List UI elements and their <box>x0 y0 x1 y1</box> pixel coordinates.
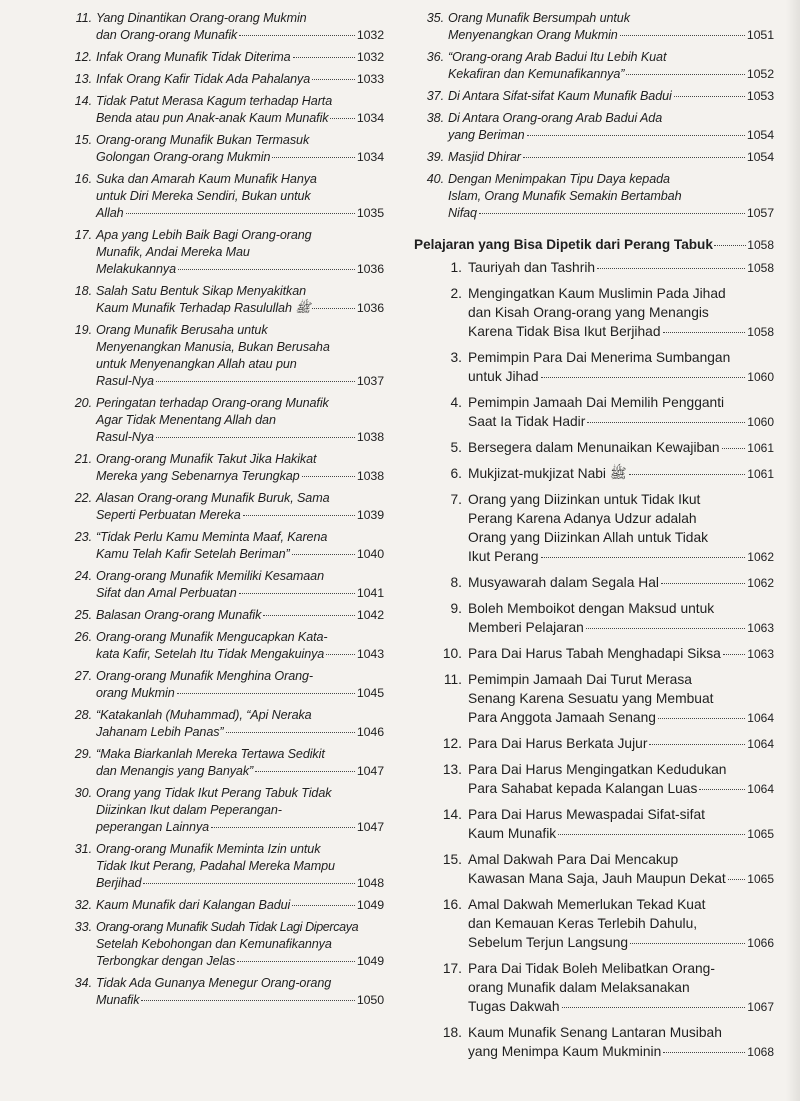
entry-page: 1058 <box>747 261 774 275</box>
entry-page: 1064 <box>747 737 774 751</box>
lesson-entry <box>414 1023 774 1062</box>
entry-title-line: dan Kisah Orang-orang yang Menangis <box>468 305 709 320</box>
leader-dots <box>699 789 745 790</box>
leader-dots <box>302 476 355 477</box>
toc-entry <box>414 149 774 166</box>
leader-dots <box>156 381 355 382</box>
entry-page: 1061 <box>747 441 774 455</box>
leader-dots <box>211 827 355 828</box>
entry-number: 11. <box>75 11 92 25</box>
entry-page: 1034 <box>356 111 384 125</box>
entry-page: 1063 <box>747 647 774 661</box>
entry-page: 1037 <box>356 374 384 388</box>
lesson-entry <box>414 284 774 342</box>
entry-title-line: Kaum Munafik dari Kalangan Badui <box>96 898 291 912</box>
toc-entry <box>62 975 384 1009</box>
entry-title-line: “Orang-orang Arab Badui Itu Lebih Kuat <box>448 50 667 64</box>
toc-entry <box>62 171 384 222</box>
entry-title-line: dan Orang-orang Munafik <box>96 28 238 42</box>
entry-page: 1032 <box>356 50 384 64</box>
entry-title-line: Kekafiran dan Kemunafikannya” <box>448 67 625 81</box>
leader-dots <box>293 57 355 58</box>
leader-dots <box>226 732 355 733</box>
entry-page: 1039 <box>356 508 384 522</box>
entry-number: 30. <box>74 786 92 800</box>
entry-number: 16. <box>442 897 462 912</box>
entry-number: 22. <box>74 491 92 505</box>
entry-title-line: Di Antara Sifat-sifat Kaum Munafik Badui <box>448 89 672 103</box>
leader-dots <box>263 615 355 616</box>
leader-dots <box>239 35 355 36</box>
leader-dots <box>714 245 746 246</box>
entry-number: 36. <box>426 50 444 64</box>
leader-dots <box>629 474 746 475</box>
toc-left-column <box>62 0 384 1009</box>
entry-title-line: kata Kafir, Setelah Itu Tidak Mengakuinya <box>96 647 325 661</box>
toc-entry <box>62 785 384 836</box>
entry-title-line: Balasan Orang-orang Munafik <box>96 608 262 622</box>
toc-entry <box>414 171 774 222</box>
entry-page: 1038 <box>356 469 384 483</box>
toc-entry <box>62 93 384 127</box>
entry-page: 1038 <box>356 430 384 444</box>
entry-page: 1049 <box>356 898 384 912</box>
entry-title-line: Perang Karena Adanya Udzur adalah <box>468 511 697 526</box>
entry-title-line: Kaum Munafik Senang Lantaran Musibah <box>468 1025 722 1040</box>
entry-title-line: yang Beriman <box>448 128 525 142</box>
leader-dots <box>479 213 745 214</box>
leader-dots <box>177 693 355 694</box>
entry-page: 1058 <box>747 325 774 339</box>
entry-title-line: Setelah Kebohongan dan Kemunafikannya <box>96 937 332 951</box>
entry-page: 1060 <box>747 415 774 429</box>
entry-title-line: Menyenangkan Orang Mukmin <box>448 28 618 42</box>
entry-title-line: Pemimpin Jamaah Dai Memilih Pengganti <box>468 395 725 410</box>
entry-title-line: Sifat dan Amal Perbuatan <box>96 586 237 600</box>
entry-title-line: Dengan Menimpakan Tipu Daya kepada <box>448 172 670 186</box>
leader-dots <box>586 628 746 629</box>
entry-title-line: Tidak Ikut Perang, Padahal Mereka Mampu <box>96 859 335 873</box>
leader-dots <box>587 422 745 423</box>
toc-entry <box>62 607 384 624</box>
entry-number: 6. <box>450 466 462 481</box>
entry-number: 10. <box>442 646 462 661</box>
entry-title-line: Kawasan Mana Saja, Jauh Maupun Dekat <box>468 871 726 886</box>
entry-title-line: Orang-orang Munafik Menghina Orang- <box>96 669 314 683</box>
entry-title-line: Orang-orang Munafik Mengucapkan Kata- <box>96 630 328 644</box>
entry-title-line: Bersegera dalam Menunaikan Kewajiban <box>468 440 720 455</box>
entry-title-line: peperangan Lainnya <box>96 820 210 834</box>
toc-entry <box>414 110 774 144</box>
leader-dots <box>630 943 745 944</box>
entry-number: 13. <box>74 72 92 86</box>
entry-title-line: Para Dai Harus Berkata Jujur <box>468 736 648 751</box>
leader-dots <box>272 157 354 158</box>
leader-dots <box>541 557 746 558</box>
leader-dots <box>312 308 354 309</box>
entry-number: 19. <box>74 323 92 337</box>
entry-number: 12. <box>442 736 462 751</box>
entry-page: 1033 <box>356 72 384 86</box>
entry-title-line: dan Kemauan Keras Terlebih Dahulu, <box>468 916 698 931</box>
entry-page: 1054 <box>746 128 774 142</box>
entry-page: 1067 <box>747 1000 774 1014</box>
leader-dots <box>661 583 745 584</box>
entry-number: 9. <box>450 601 462 616</box>
entry-title-line: Di Antara Orang-orang Arab Badui Ada <box>448 111 663 125</box>
entry-page: 1057 <box>746 206 774 220</box>
lesson-entry <box>414 573 774 593</box>
entry-title-line: untuk Menyenangkan Allah atau pun <box>96 357 297 371</box>
entry-page: 1060 <box>747 370 774 384</box>
lesson-entry <box>414 464 774 484</box>
leader-dots <box>237 961 354 962</box>
section-page: 1058 <box>747 238 774 252</box>
entry-title-line: Orang yang Diizinkan Allah untuk Tidak <box>468 530 709 545</box>
entry-title-line: Karena Tidak Bisa Ikut Berjihad <box>468 324 661 339</box>
entry-number: 11. <box>443 672 462 687</box>
entry-page: 1065 <box>747 827 774 841</box>
entry-title-line: Orang yang Tidak Ikut Perang Tabuk Tidak <box>96 786 332 800</box>
entry-title-line: “Maka Biarkanlah Mereka Tertawa Sedikit <box>96 747 325 761</box>
entry-title-line: Melakukannya <box>96 262 177 276</box>
entry-page: 1048 <box>356 876 384 890</box>
toc-entry <box>414 88 774 105</box>
entry-title-line: Para Anggota Jamaah Senang <box>468 710 656 725</box>
lesson-entry <box>414 644 774 664</box>
leader-dots <box>663 1052 745 1053</box>
entry-title-line: Munafik <box>96 993 140 1007</box>
leader-dots <box>141 1000 354 1001</box>
entry-title-line: Mengingatkan Kaum Muslimin Pada Jihad <box>468 286 726 301</box>
lesson-entry <box>414 438 774 458</box>
entry-title-line: Mukjizat-mukjizat Nabi ﷺ <box>468 466 627 481</box>
entry-title-line: Orang-orang Munafik Bukan Termasuk <box>96 133 310 147</box>
toc-entry <box>62 71 384 88</box>
entry-title-line: Tauriyah dan Tashrih <box>468 260 596 275</box>
entry-number: 23. <box>74 530 92 544</box>
entry-number: 2. <box>450 286 462 301</box>
entry-title-line: untuk Jihad <box>468 369 539 384</box>
entry-page: 1043 <box>356 647 384 661</box>
entry-number: 37. <box>426 89 444 103</box>
entry-page: 1066 <box>747 936 774 950</box>
toc-entry <box>62 322 384 390</box>
entry-page: 1068 <box>747 1045 774 1059</box>
entry-title-line: Infak Orang Munafik Tidak Diterima <box>96 50 291 64</box>
lesson-entry <box>414 734 774 754</box>
entry-page: 1034 <box>356 150 384 164</box>
toc-entry <box>62 451 384 485</box>
entry-number: 38. <box>426 111 444 125</box>
entry-page: 1054 <box>746 150 774 164</box>
toc-entry <box>414 10 774 44</box>
entry-title-line: Tugas Dakwah <box>468 999 560 1014</box>
entry-title-line: Para Dai Harus Mengingatkan Kedudukan <box>468 762 727 777</box>
entry-page: 1049 <box>356 954 384 968</box>
entry-title-line: orang Mukmin <box>96 686 175 700</box>
entry-page: 1036 <box>356 262 384 276</box>
leader-dots <box>239 593 355 594</box>
leader-dots <box>723 654 745 655</box>
entry-number: 18. <box>442 1025 462 1040</box>
entry-page: 1064 <box>747 711 774 725</box>
entry-page: 1032 <box>356 28 384 42</box>
leader-dots <box>558 834 745 835</box>
leader-dots <box>722 448 746 449</box>
toc-entry <box>62 395 384 446</box>
entry-title-line: Amal Dakwah Para Dai Mencakup <box>468 852 679 867</box>
entry-title-line: Berjihad <box>96 876 142 890</box>
entry-page: 1063 <box>747 621 774 635</box>
entry-title-line: Musyawarah dalam Segala Hal <box>468 575 659 590</box>
lesson-entry <box>414 959 774 1017</box>
entry-page: 1051 <box>746 28 774 42</box>
entry-title-line: “Katakanlah (Muhammad), “Api Neraka <box>96 708 312 722</box>
lesson-entry <box>414 348 774 387</box>
leader-dots <box>178 269 355 270</box>
lesson-entry <box>414 599 774 638</box>
entry-number: 33. <box>74 920 92 934</box>
entry-title-line: Orang Munafik Bersumpah untuk <box>448 11 630 25</box>
entry-title-line: Agar Tidak Menentang Allah dan <box>96 413 276 427</box>
entry-title-line: Peringatan terhadap Orang-orang Munafik <box>96 396 329 410</box>
entry-number: 31. <box>74 842 92 856</box>
entry-title-line: Masjid Dhirar <box>448 150 521 164</box>
entry-title-line: Salah Satu Bentuk Sikap Menyakitkan <box>96 284 307 298</box>
entry-title-line: Kaum Munafik Terhadap Rasulullah ﷺ <box>96 301 311 315</box>
entry-number: 12. <box>74 50 92 64</box>
toc-entry <box>414 49 774 83</box>
toc-right-column <box>414 0 774 1062</box>
entry-title-line: Amal Dakwah Memerlukan Tekad Kuat <box>468 897 706 912</box>
entry-title-line: Suka dan Amarah Kaum Munafik Hanya <box>96 172 317 186</box>
toc-entry <box>62 668 384 702</box>
entry-page: 1064 <box>747 782 774 796</box>
leader-dots <box>156 437 355 438</box>
entry-title-line: Kaum Munafik <box>468 826 557 841</box>
entry-page: 1035 <box>356 206 384 220</box>
entry-page: 1062 <box>747 576 774 590</box>
entry-number: 16. <box>74 172 92 186</box>
leader-dots <box>597 268 745 269</box>
entry-number: 34. <box>74 976 92 990</box>
entry-title-line: Orang yang Diizinkan untuk Tidak Ikut <box>468 492 701 507</box>
toc-entry <box>62 897 384 914</box>
entry-page: 1065 <box>747 872 774 886</box>
leader-dots <box>292 905 355 906</box>
leader-dots <box>626 74 745 75</box>
entry-title-line: Para Sahabat kepada Kalangan Luas <box>468 781 698 796</box>
entry-page: 1061 <box>747 467 774 481</box>
entry-title-line: Golongan Orang-orang Mukmin <box>96 150 271 164</box>
entry-title-line: Mereka yang Sebenarnya Terungkap <box>96 469 300 483</box>
toc-entry <box>62 568 384 602</box>
leader-dots <box>527 135 745 136</box>
entry-title-line: Ikut Perang <box>468 549 539 564</box>
leader-dots <box>663 332 746 333</box>
leader-dots <box>562 1007 746 1008</box>
leader-dots <box>312 79 355 80</box>
lesson-entry <box>414 850 774 889</box>
entry-title-line: Tidak Ada Gunanya Menegur Orang-orang <box>96 976 332 990</box>
lesson-entry <box>414 490 774 567</box>
entry-title-line: Orang-orang Munafik Sudah Tidak Lagi Dipercaya <box>96 920 359 934</box>
entry-number: 35. <box>426 11 444 25</box>
toc-entry <box>62 132 384 166</box>
entry-title-line: Infak Orang Kafir Tidak Ada Pahalanya <box>96 72 311 86</box>
entry-page: 1053 <box>746 89 774 103</box>
entry-title-line: Rasul-Nya <box>96 374 154 388</box>
entry-title-line: Para Dai Tidak Boleh Melibatkan Orang- <box>468 961 715 976</box>
entry-title-line: Pemimpin Jamaah Dai Turut Merasa <box>468 672 692 687</box>
leader-dots <box>243 515 355 516</box>
entry-title-line: Kamu Telah Kafir Setelah Beriman” <box>96 547 290 561</box>
entry-title-line: Rasul-Nya <box>96 430 154 444</box>
entry-number: 20. <box>74 396 92 410</box>
lesson-entry <box>414 258 774 278</box>
leader-dots <box>330 118 354 119</box>
lesson-entry <box>414 670 774 728</box>
entry-title-line: Diizinkan Ikut dalam Peperangan- <box>96 803 282 817</box>
entry-title-line: Orang-orang Munafik Takut Jika Hakikat <box>96 452 317 466</box>
entry-page: 1062 <box>747 550 774 564</box>
entry-number: 21. <box>74 452 92 466</box>
entry-page: 1052 <box>746 67 774 81</box>
lesson-entry <box>414 805 774 844</box>
leader-dots <box>658 718 745 719</box>
entry-page: 1047 <box>356 820 384 834</box>
entry-page: 1045 <box>356 686 384 700</box>
leader-dots <box>523 157 745 158</box>
entry-title-line: Munafik, Andai Mereka Mau <box>96 245 250 259</box>
leader-dots <box>255 771 355 772</box>
entry-title-line: Orang-orang Munafik Memiliki Kesamaan <box>96 569 324 583</box>
lesson-entry <box>414 895 774 953</box>
entry-title-line: Seperti Perbuatan Mereka <box>96 508 241 522</box>
entry-page: 1036 <box>356 301 384 315</box>
entry-number: 17. <box>442 961 462 976</box>
entry-title-line: Orang-orang Munafik Meminta Izin untuk <box>96 842 321 856</box>
toc-entry <box>62 746 384 780</box>
entry-number: 15. <box>74 133 92 147</box>
toc-entry <box>62 629 384 663</box>
leader-dots <box>292 554 355 555</box>
leader-dots <box>649 744 745 745</box>
leader-dots <box>674 96 745 97</box>
entry-page: 1040 <box>356 547 384 561</box>
entry-number: 8. <box>450 575 462 590</box>
entry-number: 7. <box>450 492 462 507</box>
entry-number: 14. <box>74 94 92 108</box>
entry-number: 3. <box>450 350 462 365</box>
entry-number: 1. <box>450 260 462 275</box>
entry-title-line: “Tidak Perlu Kamu Meminta Maaf, Karena <box>96 530 328 544</box>
page-edge-shadow <box>786 0 800 1101</box>
entry-title-line: Memberi Pelajaran <box>468 620 584 635</box>
entry-title-line: Yang Dinantikan Orang-orang Mukmin <box>96 11 307 25</box>
entry-number: 5. <box>450 440 462 455</box>
entry-number: 40. <box>426 172 444 186</box>
entry-title-line: Islam, Orang Munafik Semakin Bertambah <box>448 189 682 203</box>
entry-title-line: Pemimpin Para Dai Menerima Sumbangan <box>468 350 731 365</box>
entry-title-line: untuk Diri Mereka Sendiri, Bukan untuk <box>96 189 311 203</box>
entry-number: 15. <box>442 852 462 867</box>
section-heading-text: Pelajaran yang Bisa Dipetik dari Perang Tabuk <box>414 237 713 252</box>
entry-title-line: Boleh Memboikot dengan Maksud untuk <box>468 601 715 616</box>
toc-entry <box>62 529 384 563</box>
entry-number: 29. <box>74 747 92 761</box>
leader-dots <box>620 35 745 36</box>
entry-number: 25. <box>74 608 92 622</box>
entry-title-line: Allah <box>96 206 124 220</box>
entry-number: 4. <box>450 395 462 410</box>
lesson-entry <box>414 760 774 799</box>
section-heading <box>414 236 774 254</box>
entry-number: 28. <box>74 708 92 722</box>
entry-title-line: Senang Karena Sesuatu yang Membuat <box>468 691 714 706</box>
entry-page: 1042 <box>356 608 384 622</box>
leader-dots <box>728 879 746 880</box>
entry-number: 26. <box>74 630 92 644</box>
entry-page: 1041 <box>356 586 384 600</box>
entry-page: 1046 <box>356 725 384 739</box>
entry-title-line: Sebelum Terjun Langsung <box>468 935 629 950</box>
entry-page: 1047 <box>356 764 384 778</box>
entry-title-line: orang Munafik dalam Melaksanakan <box>468 980 690 995</box>
entry-title-line: Para Dai Harus Tabah Menghadapi Siksa <box>468 646 721 661</box>
entry-number: 14. <box>442 807 462 822</box>
entry-title-line: Para Dai Harus Mewaspadai Sifat-sifat <box>468 807 705 822</box>
lesson-entry <box>414 393 774 432</box>
toc-entry <box>62 919 384 970</box>
toc-entry <box>62 490 384 524</box>
entry-title-line: dan Menangis yang Banyak” <box>96 764 254 778</box>
toc-entry <box>62 10 384 44</box>
entry-title-line: Jahanam Lebih Panas” <box>96 725 224 739</box>
entry-title-line: Alasan Orang-orang Munafik Buruk, Sama <box>96 491 330 505</box>
entry-number: 13. <box>442 762 462 777</box>
entry-title-line: Orang Munafik Berusaha untuk <box>96 323 268 337</box>
toc-entry <box>62 283 384 317</box>
entry-number: 32. <box>74 898 92 912</box>
leader-dots <box>126 213 355 214</box>
entry-title-line: yang Menimpa Kaum Mukminin <box>468 1044 662 1059</box>
toc-entry <box>62 227 384 278</box>
entry-number: 17. <box>74 228 92 242</box>
leader-dots <box>143 883 354 884</box>
toc-entry <box>62 707 384 741</box>
entry-title-line: Saat Ia Tidak Hadir <box>468 414 586 429</box>
entry-title-line: Menyenangkan Manusia, Bukan Berusaha <box>96 340 330 354</box>
entry-number: 24. <box>74 569 92 583</box>
entry-number: 18. <box>74 284 92 298</box>
entry-number: 39. <box>426 150 444 164</box>
entry-title-line: Nifaq <box>448 206 477 220</box>
entry-number: 27. <box>74 669 92 683</box>
toc-entry <box>62 49 384 66</box>
leader-dots <box>326 654 355 655</box>
toc-entry <box>62 841 384 892</box>
entry-title-line: Tidak Patut Merasa Kagum terhadap Harta <box>96 94 333 108</box>
entry-title-line: Apa yang Lebih Baik Bagi Orang-orang <box>96 228 312 242</box>
leader-dots <box>541 377 746 378</box>
entry-title-line: Terbongkar dengan Jelas <box>96 954 236 968</box>
entry-title-line: Benda atau pun Anak-anak Kaum Munafik <box>96 111 329 125</box>
entry-page: 1050 <box>356 993 384 1007</box>
